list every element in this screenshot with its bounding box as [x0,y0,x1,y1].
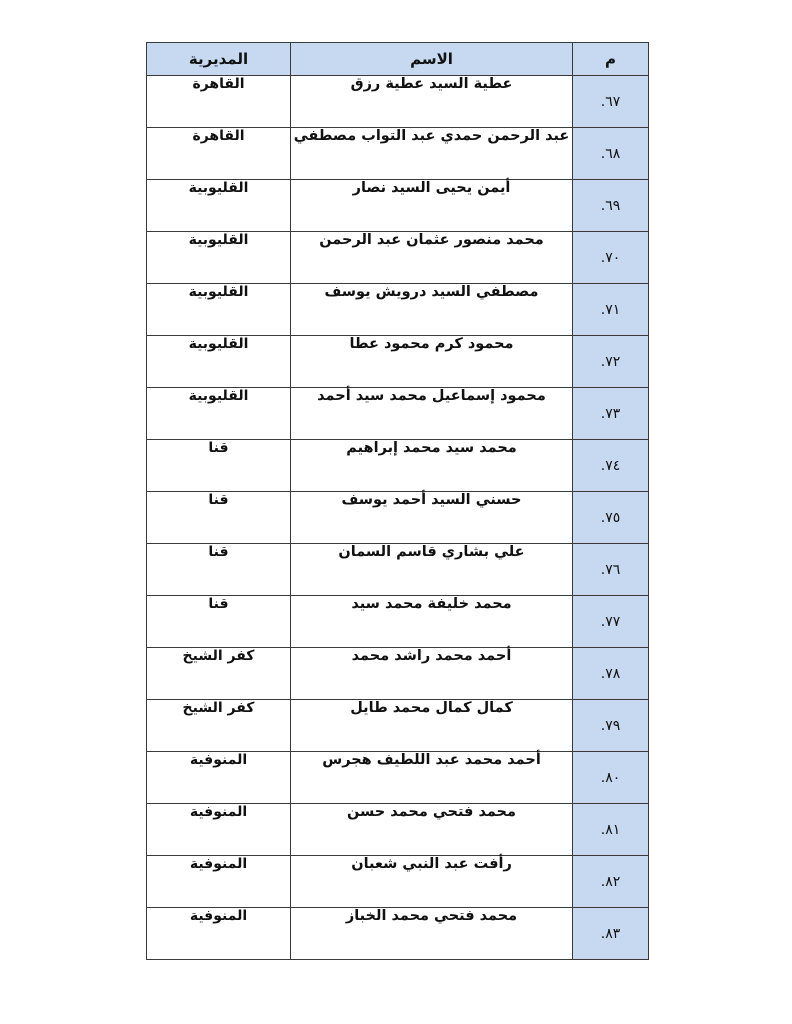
row-number: ٧٦. [573,544,649,596]
table-row [147,804,649,856]
header-governorate: المديرية [147,43,291,76]
person-name: عبد الرحمن حمدي عبد التواب مصطفي [291,128,573,180]
table-row [147,388,649,440]
table-row [147,440,649,492]
table-row [147,336,649,388]
table-row [147,856,649,908]
governorate-name: المنوفية [147,908,291,960]
governorate-name: القليوبية [147,388,291,440]
row-number: ٦٧. [573,76,649,128]
governorate-name: قنا [147,440,291,492]
row-number: ٧١. [573,284,649,336]
table-row [147,284,649,336]
table-row [147,648,649,700]
table-row [147,596,649,648]
person-name: أيمن يحيى السيد نصار [291,180,573,232]
row-number: ٦٩. [573,180,649,232]
table-row [147,492,649,544]
governorate-name: القليوبية [147,180,291,232]
person-name: محمود إسماعيل محمد سيد أحمد [291,388,573,440]
table-row [147,752,649,804]
table-row [147,128,649,180]
governorate-name: القاهرة [147,128,291,180]
governorate-name: قنا [147,492,291,544]
governorate-name: القاهرة [147,76,291,128]
header-name: الاسم [291,43,573,76]
row-number: ٧٥. [573,492,649,544]
row-number: ٨٣. [573,908,649,960]
governorate-name: القليوبية [147,232,291,284]
person-name: محمد منصور عثمان عبد الرحمن [291,232,573,284]
person-name: محمد فتحي محمد حسن [291,804,573,856]
document-page [146,42,648,960]
row-number: ٨١. [573,804,649,856]
row-number: ٧٨. [573,648,649,700]
governorate-name: القليوبية [147,336,291,388]
header-row [147,43,649,76]
table-row [147,544,649,596]
names-table [146,42,649,960]
governorate-name: المنوفية [147,752,291,804]
person-name: كمال كمال محمد طايل [291,700,573,752]
table-row [147,232,649,284]
governorate-name: المنوفية [147,856,291,908]
header-number: م [573,43,649,76]
governorate-name: كفر الشيخ [147,648,291,700]
person-name: حسني السيد أحمد يوسف [291,492,573,544]
row-number: ٨٢. [573,856,649,908]
table-row [147,180,649,232]
person-name: محمود كرم محمود عطا [291,336,573,388]
person-name: محمد فتحي محمد الخباز [291,908,573,960]
row-number: ٨٠. [573,752,649,804]
table-body [147,76,649,960]
table-header [147,43,649,76]
governorate-name: المنوفية [147,804,291,856]
governorate-name: قنا [147,544,291,596]
governorate-name: كفر الشيخ [147,700,291,752]
row-number: ٧٣. [573,388,649,440]
person-name: رأفت عبد النبي شعبان [291,856,573,908]
table-row [147,76,649,128]
row-number: ٧٩. [573,700,649,752]
governorate-name: القليوبية [147,284,291,336]
person-name: أحمد محمد عبد اللطيف هجرس [291,752,573,804]
row-number: ٧٧. [573,596,649,648]
table-row [147,908,649,960]
governorate-name: قنا [147,596,291,648]
person-name: مصطفي السيد درويش يوسف [291,284,573,336]
person-name: عطية السيد عطية رزق [291,76,573,128]
person-name: أحمد محمد راشد محمد [291,648,573,700]
row-number: ٧٤. [573,440,649,492]
person-name: محمد سيد محمد إبراهيم [291,440,573,492]
row-number: ٧٠. [573,232,649,284]
table-row [147,700,649,752]
row-number: ٧٢. [573,336,649,388]
person-name: علي بشاري قاسم السمان [291,544,573,596]
row-number: ٦٨. [573,128,649,180]
person-name: محمد خليفة محمد سيد [291,596,573,648]
